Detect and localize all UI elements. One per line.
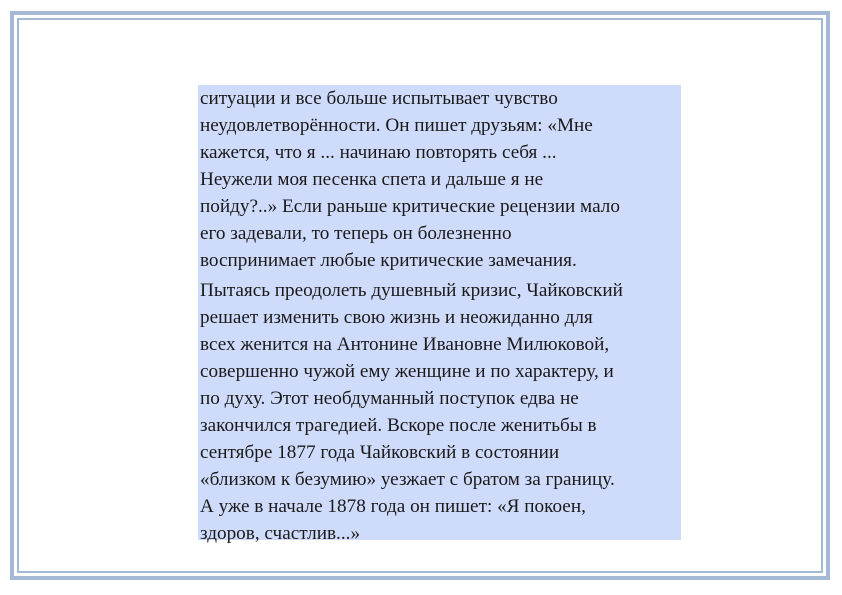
paragraph-2: Пытаясь преодолеть душевный кризис, Чайковский решает изменить свою жизнь и неожиданно для всех женится на Антонине Ивановне Милюковой, совершенно чужой ему женщине и по характеру, и по духу. Этот необдуманный поступок едва не закончился трагедией. Вскоре после женитьбы в сентябре 1877 года Чайковский в состоянии «близком к безумию» уезжает с братом за границу. А уже в начале 1878 года он пишет: «Я покоен, здоров, счастлив...» bbox=[200, 280, 623, 544]
text-block bbox=[198, 85, 681, 544]
paragraph-1: ситуации и все больше испытывает чувство неудовлетворённости. Он пишет друзьям: «Мне кажется, что я ... начинаю повторять себя ... Неужели моя песенка спета и дальше я не пойду?..» Если раньше критические рецензии мало его задевали, то теперь он болезненно воспринимает любые критические замечания. bbox=[200, 88, 620, 271]
